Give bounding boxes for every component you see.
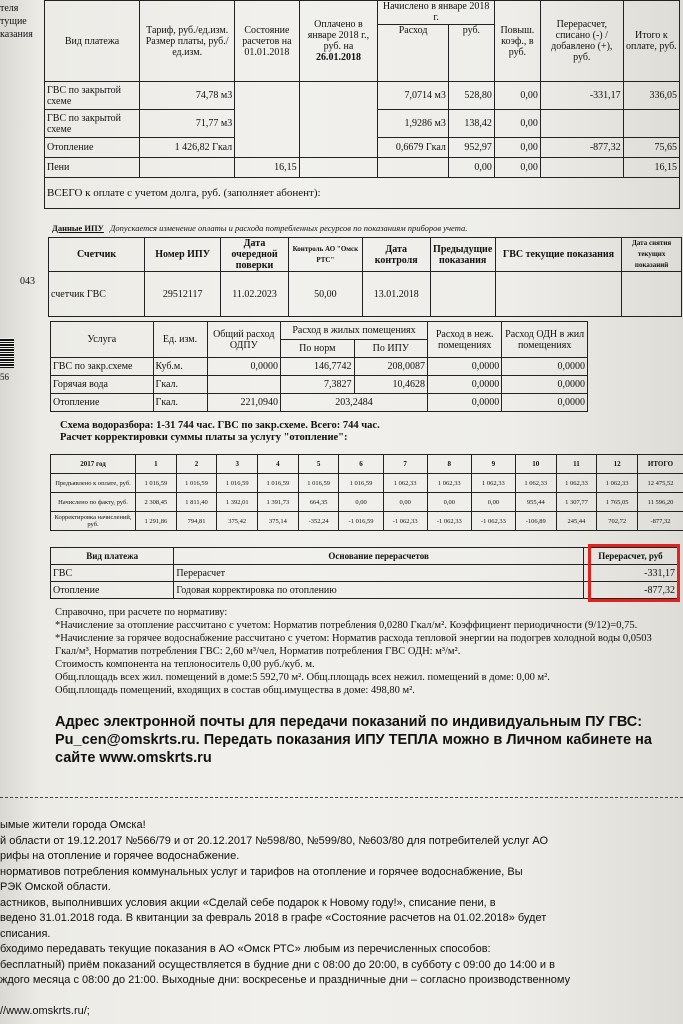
table-cell: Расход ОДН в жил помещениях bbox=[502, 322, 588, 358]
table-cell: 2 308,45 bbox=[136, 493, 177, 512]
table-cell: -1 016,59 bbox=[339, 512, 383, 531]
table-cell: ГВС по закрытой схеме bbox=[45, 82, 140, 110]
table-cell: Вид платежа bbox=[51, 548, 174, 565]
table-cell: 1,9286 м3 bbox=[378, 110, 449, 138]
table-cell: 1 062,33 bbox=[383, 474, 427, 493]
table-cell: 12 475,52 bbox=[638, 474, 683, 493]
table-row bbox=[51, 474, 683, 493]
table-cell bbox=[299, 82, 378, 158]
table-cell: Расход в неж. помещениях bbox=[428, 322, 502, 358]
table-cell: 245,44 bbox=[556, 512, 597, 531]
header-pereraschet: Перерасчет, списано (-) / добавлено (+), руб. bbox=[540, 1, 623, 82]
recalc-basis-table bbox=[50, 547, 678, 599]
total-label: ВСЕГО к оплате с учетом долга, руб. (заполняет абонент): bbox=[47, 187, 321, 199]
table-cell: 1 016,59 bbox=[136, 474, 177, 493]
table-cell: 1 062,33 bbox=[597, 474, 638, 493]
table-cell: Расход в жилых помещениях bbox=[281, 322, 428, 340]
table-cell: 0,00 bbox=[339, 493, 383, 512]
total-row bbox=[45, 178, 680, 209]
table-cell: 1 765,05 bbox=[597, 493, 638, 512]
highlight-box bbox=[588, 544, 680, 602]
table-cell: 13.01.2018 bbox=[362, 272, 430, 317]
table-cell: Дата очередной поверки bbox=[221, 238, 289, 272]
table-cell: 336,05 bbox=[623, 82, 679, 110]
table-cell: 203,2484 bbox=[281, 394, 428, 412]
table-cell: ИТОГО bbox=[638, 455, 683, 474]
table-cell: 1 062,33 bbox=[515, 474, 556, 493]
table-row bbox=[51, 565, 678, 582]
table-cell: 0,00 bbox=[494, 82, 540, 110]
table-cell: -1 062,33 bbox=[427, 512, 471, 531]
table-cell: 0,00 bbox=[448, 158, 494, 178]
table-cell: 10 bbox=[515, 455, 556, 474]
header-tarif: Тариф, руб./ед.изм. Размер платы, руб./ед.изм. bbox=[140, 1, 235, 82]
table-cell: 1 062,33 bbox=[427, 474, 471, 493]
table-cell: ГВС по закрытой схеме bbox=[45, 110, 140, 138]
header-rub: руб. bbox=[448, 24, 494, 81]
table-cell: Предъявлено к оплате, руб. bbox=[51, 474, 136, 493]
table-cell: -331,17 bbox=[540, 82, 623, 110]
table-cell: Отопление bbox=[51, 582, 174, 599]
table-row bbox=[51, 376, 588, 394]
table-cell: Горячая вода bbox=[51, 376, 154, 394]
table-cell: Пени bbox=[45, 158, 140, 178]
table-cell: 7,3827 bbox=[281, 376, 355, 394]
table-cell: -877,32 bbox=[638, 512, 683, 531]
table-cell: 1 016,59 bbox=[176, 474, 217, 493]
table-cell: 12 bbox=[597, 455, 638, 474]
email-notice: Адрес электронной почты для передачи показаний по индивидуальным ПУ ГВС: Pu_cen@omskrts.ru. Передать показания ИПУ ТЕПЛА можно в Личном кабинете на сайте www.omskrts.ru bbox=[55, 714, 652, 766]
table-cell: 0,00 bbox=[494, 158, 540, 178]
table-cell: Гкал. bbox=[153, 394, 207, 412]
table-cell: 952,97 bbox=[448, 138, 494, 158]
reference-notes: Справочно, при расчете по нормативу: *Начисление за отопление рассчитано с учетом: Норматив потребления 0,0280 Гкал/м². Коэффициент периодичности (9/12)=0,75. *Начисление за горячее водоснабжение рассчитано с учетом: Норматив расхода тепловой энергии на подогрев холодной воды 0,0503 Гкал/м³, Норматив потребления ГВС: 2,60 м³/чел, Норматив потребления ГВС ОДН: м³/м². Стоимость компонента на теплоноситель 0,00 руб./куб. м. Общ.площадь всех жил. помещений в доме:5 592,70 м². Общ.площадь всех нежил. помещений в доме: 0,00 м². Общ.площадь помещений, входящих в состав общ.имущества в доме: 498,80 м². bbox=[55, 607, 652, 696]
table-cell: Отопление bbox=[45, 138, 140, 158]
main-charges-table bbox=[44, 0, 680, 209]
table-cell: 6 bbox=[339, 455, 383, 474]
table-cell: 664,35 bbox=[298, 493, 339, 512]
header-rashod: Расход bbox=[378, 24, 449, 81]
table-cell: 71,77 м3 bbox=[140, 110, 235, 138]
table-cell: -331,17 bbox=[583, 565, 677, 582]
table-cell: 3 bbox=[217, 455, 258, 474]
table-cell bbox=[378, 158, 449, 178]
table-cell: Основание перерасчетов bbox=[174, 548, 583, 565]
table-cell: Предыдущие показания bbox=[430, 238, 495, 272]
table-cell: 9 bbox=[471, 455, 515, 474]
left-edge-labels: теля тущие казания bbox=[0, 3, 33, 40]
table-cell: Корректировка начислений, руб. bbox=[51, 512, 136, 531]
table-cell: 5 bbox=[298, 455, 339, 474]
table-cell: 0,00 bbox=[494, 138, 540, 158]
table-cell: Ед. изм. bbox=[153, 322, 207, 358]
table-cell: 10,4628 bbox=[354, 376, 428, 394]
table-cell: 11.02.2023 bbox=[221, 272, 289, 317]
header-oplach: Оплачено в январе 2018 г., руб. на 26.01.2018 bbox=[299, 1, 378, 82]
table-cell bbox=[495, 272, 622, 317]
table-cell: 7 bbox=[383, 455, 427, 474]
consumption-table bbox=[50, 321, 588, 412]
ipu-table bbox=[48, 237, 682, 317]
table-cell: 2017 год bbox=[51, 455, 136, 474]
table-cell: 0,00 bbox=[427, 493, 471, 512]
table-cell: 955,44 bbox=[515, 493, 556, 512]
ipu-title-line bbox=[52, 223, 467, 233]
table-cell: По ИПУ bbox=[354, 340, 428, 358]
table-cell: 1 016,59 bbox=[298, 474, 339, 493]
table-cell: ГВС bbox=[51, 565, 174, 582]
table-cell: 794,81 bbox=[176, 512, 217, 531]
schema-text: Схема водоразбора: 1-31 744 час. ГВС по закр.схеме. Всего: 744 час. Расчет корректировки суммы платы за услугу "отопление": bbox=[60, 420, 380, 443]
table-cell: По норм bbox=[281, 340, 355, 358]
table-cell: Счетчик bbox=[49, 238, 145, 272]
table-cell bbox=[622, 272, 682, 317]
table-cell: -877,32 bbox=[583, 582, 677, 599]
table-cell: 0,0000 bbox=[428, 358, 502, 376]
table-cell: 0,0000 bbox=[502, 358, 588, 376]
table-cell: 1 062,33 bbox=[471, 474, 515, 493]
table-cell: 0,0000 bbox=[428, 376, 502, 394]
table-row bbox=[51, 512, 683, 531]
table-cell: 1 062,33 bbox=[556, 474, 597, 493]
cut-line bbox=[0, 797, 683, 798]
table-cell: 0,0000 bbox=[207, 358, 281, 376]
barcode-number: 56 bbox=[0, 372, 9, 382]
table-cell: 50,00 bbox=[288, 272, 362, 317]
header-sost: Состояние расчетов на 01.01.2018 bbox=[235, 1, 299, 82]
table-cell: Отопление bbox=[51, 394, 154, 412]
ipu-note: Допускается изменение оплаты и расхода потребленных ресурсов по показаниям приборов учета. bbox=[110, 223, 468, 233]
table-cell: 8 bbox=[427, 455, 471, 474]
table-cell: 16,15 bbox=[623, 158, 679, 178]
table-cell: Общий расход ОДПУ bbox=[207, 322, 281, 358]
website-link[interactable]: //www.omskrts.ru/; bbox=[0, 1004, 90, 1017]
table-cell: 0,0000 bbox=[502, 376, 588, 394]
table-cell: -106,89 bbox=[515, 512, 556, 531]
table-cell: 0,0000 bbox=[428, 394, 502, 412]
table-cell: 138,42 bbox=[448, 110, 494, 138]
table-cell: Дата контроля bbox=[362, 238, 430, 272]
table-cell: 0,6679 Гкал bbox=[378, 138, 449, 158]
table-cell: Услуга bbox=[51, 322, 154, 358]
table-cell bbox=[430, 272, 495, 317]
table-cell: 75,65 bbox=[623, 138, 679, 158]
table-cell: Перерасчет bbox=[174, 565, 583, 582]
table-cell: 528,80 bbox=[448, 82, 494, 110]
table-cell: 1 016,59 bbox=[217, 474, 258, 493]
table-cell: счетчик ГВС bbox=[49, 272, 145, 317]
table-cell bbox=[140, 158, 235, 178]
table-cell: 0,00 bbox=[383, 493, 427, 512]
table-cell: 0,00 bbox=[471, 493, 515, 512]
table-cell: Перерасчет, руб bbox=[583, 548, 677, 565]
table-cell: 1 291,86 bbox=[136, 512, 177, 531]
table-cell: 1 391,73 bbox=[258, 493, 299, 512]
table-cell: 146,7742 bbox=[281, 358, 355, 376]
table-cell: 702,72 bbox=[597, 512, 638, 531]
table-cell: 74,78 м3 bbox=[140, 82, 235, 110]
table-cell: ГВС текущие показания bbox=[495, 238, 622, 272]
table-cell: -1 062,33 bbox=[471, 512, 515, 531]
table-cell: 29512117 bbox=[145, 272, 221, 317]
table-cell: Куб.м. bbox=[153, 358, 207, 376]
table-row bbox=[45, 158, 680, 178]
table-row bbox=[51, 582, 678, 599]
table-cell: 375,42 bbox=[217, 512, 258, 531]
table-cell bbox=[540, 158, 623, 178]
table-cell bbox=[540, 110, 623, 138]
table-cell: 11 596,20 bbox=[638, 493, 683, 512]
table-cell: 375,14 bbox=[258, 512, 299, 531]
notice-text: ымые жители города Омска! й области от 19.12.2017 №566/79 и от 20.12.2017 №598/80, №599/80, №603/80 для потребителей услуг АО рифы на отопление и горячее водоснабжение. нормативов потребления коммунальных услуг и тарифов на отопление и горячее водоснабжение, Вы РЭК Омской области. астников, выполнивших условия акции «Сделай себе подарок к Новому году!», списание пени, в ведено 31.01.2018 года. В квитанции за февраль 2018 в графе «Состояние расчетов на 01.02.2018» будет списания. бходимо передавать текущие показания в АО «Омск РТС» любым из перечисленных способов: бесплатный) приём показаний осуществляется в будние дни с 08:00 до 20:00, в субботу с 09:00 до 14:00 и в ждого месяца с 08:00 до 21:00. Выходные дни: воскресенье и праздничные дни – согласно производственному //www.omskrts.ru/; bbox=[0, 818, 683, 1019]
table-cell bbox=[299, 158, 378, 178]
table-cell: 208,0087 bbox=[354, 358, 428, 376]
table-cell: 11 bbox=[556, 455, 597, 474]
header-nachisl: Начислено в январе 2018 г. bbox=[378, 1, 495, 25]
table-cell: 1 016,59 bbox=[339, 474, 383, 493]
table-cell: 1 811,40 bbox=[176, 493, 217, 512]
table-cell: Дата снятия текущих показаний bbox=[622, 238, 682, 272]
table-cell bbox=[235, 82, 299, 158]
table-cell: 7,0714 м3 bbox=[378, 82, 449, 110]
barcode bbox=[0, 338, 14, 368]
table-cell: 221,0940 bbox=[207, 394, 281, 412]
table-cell: 2 bbox=[176, 455, 217, 474]
table-cell: Гкал. bbox=[153, 376, 207, 394]
table-cell: -877,32 bbox=[540, 138, 623, 158]
table-cell bbox=[45, 178, 680, 209]
header-vid: Вид платежа bbox=[45, 1, 140, 82]
table-cell: Годовая корректировка по отоплению bbox=[174, 582, 583, 599]
left-edge-code: 043 bbox=[20, 276, 35, 287]
table-cell: 1 307,77 bbox=[556, 493, 597, 512]
ipu-row bbox=[49, 272, 682, 317]
table-cell: -1 062,33 bbox=[383, 512, 427, 531]
table-row bbox=[45, 82, 680, 110]
table-row bbox=[51, 394, 588, 412]
table-cell: Контроль АО "Омск РТС" bbox=[288, 238, 362, 272]
table-cell: Начислено по факту, руб. bbox=[51, 493, 136, 512]
table-cell bbox=[623, 110, 679, 138]
table-cell: ГВС по закр.схеме bbox=[51, 358, 154, 376]
table-cell: 16,15 bbox=[235, 158, 299, 178]
header-povysh: Повыш. коэф., в руб. bbox=[494, 1, 540, 82]
table-cell: 0,0000 bbox=[502, 394, 588, 412]
table-cell bbox=[207, 376, 281, 394]
correction-table bbox=[50, 454, 683, 531]
table-cell: Номер ИПУ bbox=[145, 238, 221, 272]
table-cell: 1 016,59 bbox=[258, 474, 299, 493]
table-row bbox=[51, 493, 683, 512]
table-cell: 1 392,01 bbox=[217, 493, 258, 512]
header-itogo: Итого к оплате, руб. bbox=[623, 1, 679, 82]
table-cell: -352,24 bbox=[298, 512, 339, 531]
table-cell: 4 bbox=[258, 455, 299, 474]
ipu-title: Данные ИПУ bbox=[52, 223, 104, 233]
table-cell: 0,00 bbox=[494, 110, 540, 138]
table-cell: 1 426,82 Гкал bbox=[140, 138, 235, 158]
table-row bbox=[51, 358, 588, 376]
table-cell: 1 bbox=[136, 455, 177, 474]
